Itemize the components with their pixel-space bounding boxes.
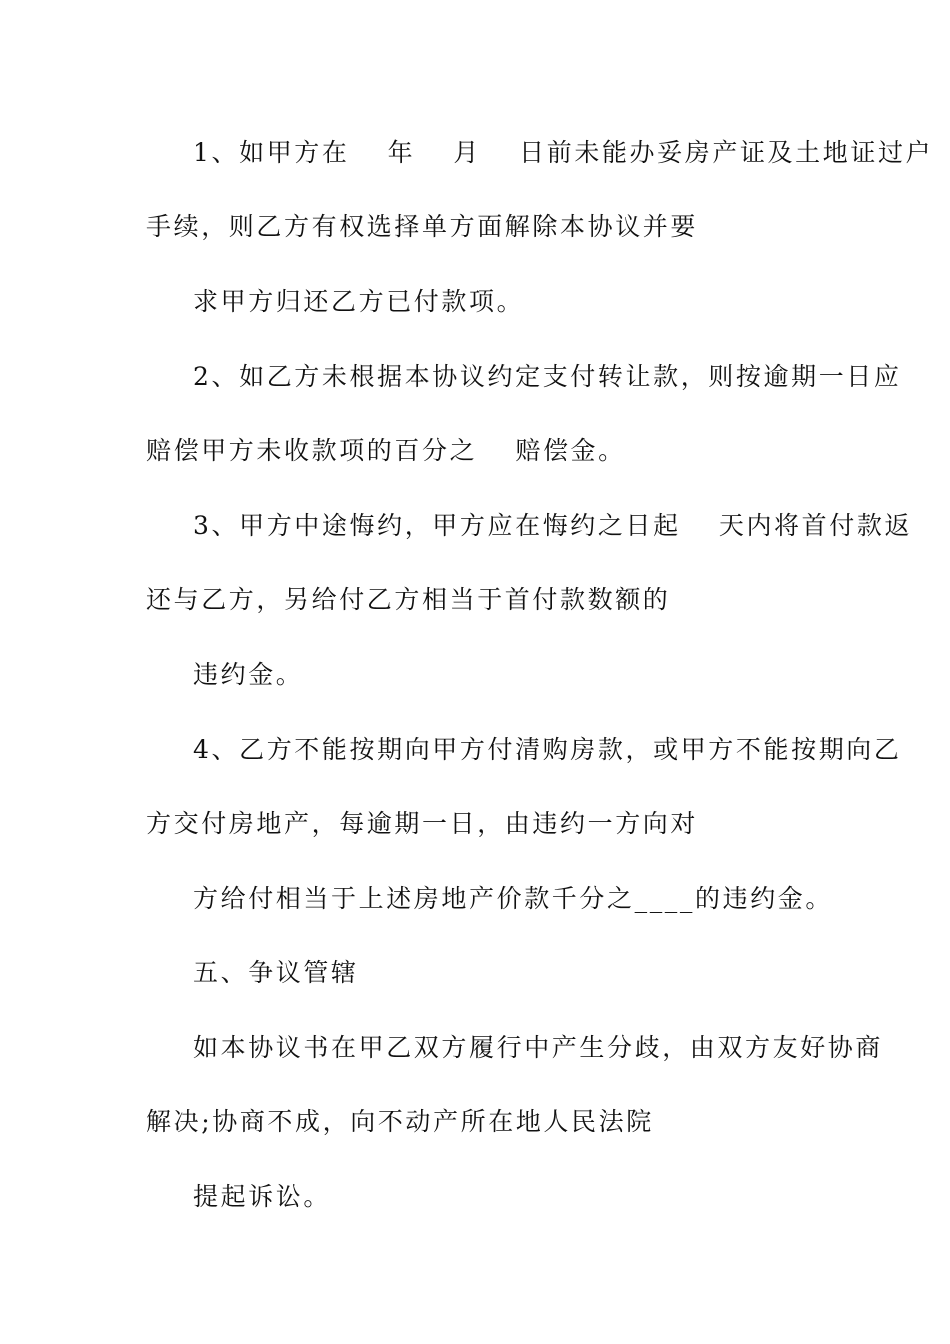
clause-1-line-3: 求甲方归还乙方已付款项。: [193, 287, 525, 316]
dispute-line-1: 如本协议书在甲乙双方履行中产生分歧，由双方友好协商: [193, 1033, 884, 1062]
clause-4-line-1: 4、乙方不能按期向甲方付清购房款，或甲方不能按期向乙: [193, 735, 902, 764]
clause-1-line-2: 手续，则乙方有权选择单方面解除本协议并要: [146, 212, 699, 241]
section-heading: 五、争议管辖: [193, 958, 359, 987]
dispute-line-2: 解决;协商不成，向不动产所在地人民法院: [146, 1107, 654, 1136]
clause-4-line-3: 方给付相当于上述房地产价款千分之____的违约金。: [193, 884, 834, 913]
dispute-line-3: 提起诉讼。: [193, 1182, 332, 1211]
clause-3-line-2: 还与乙方，另给付乙方相当于首付款数额的: [146, 585, 671, 614]
clause-4-line-2: 方交付房地产，每逾期一日，由违约一方向对: [146, 809, 699, 838]
clause-2-line-1: 2、如乙方未根据本协议约定支付转让款，则按逾期一日应: [193, 362, 902, 391]
clause-3-line-1: 3、甲方中途悔约，甲方应在悔约之日起 天内将首付款返: [193, 511, 913, 540]
clause-1-line-1: 1、如甲方在 年 月 日前未能办妥房产证及土地证过户: [193, 138, 934, 167]
clause-3-line-3: 违约金。: [193, 660, 304, 689]
clause-2-line-2: 赔偿甲方未收款项的百分之 赔偿金。: [146, 436, 626, 465]
